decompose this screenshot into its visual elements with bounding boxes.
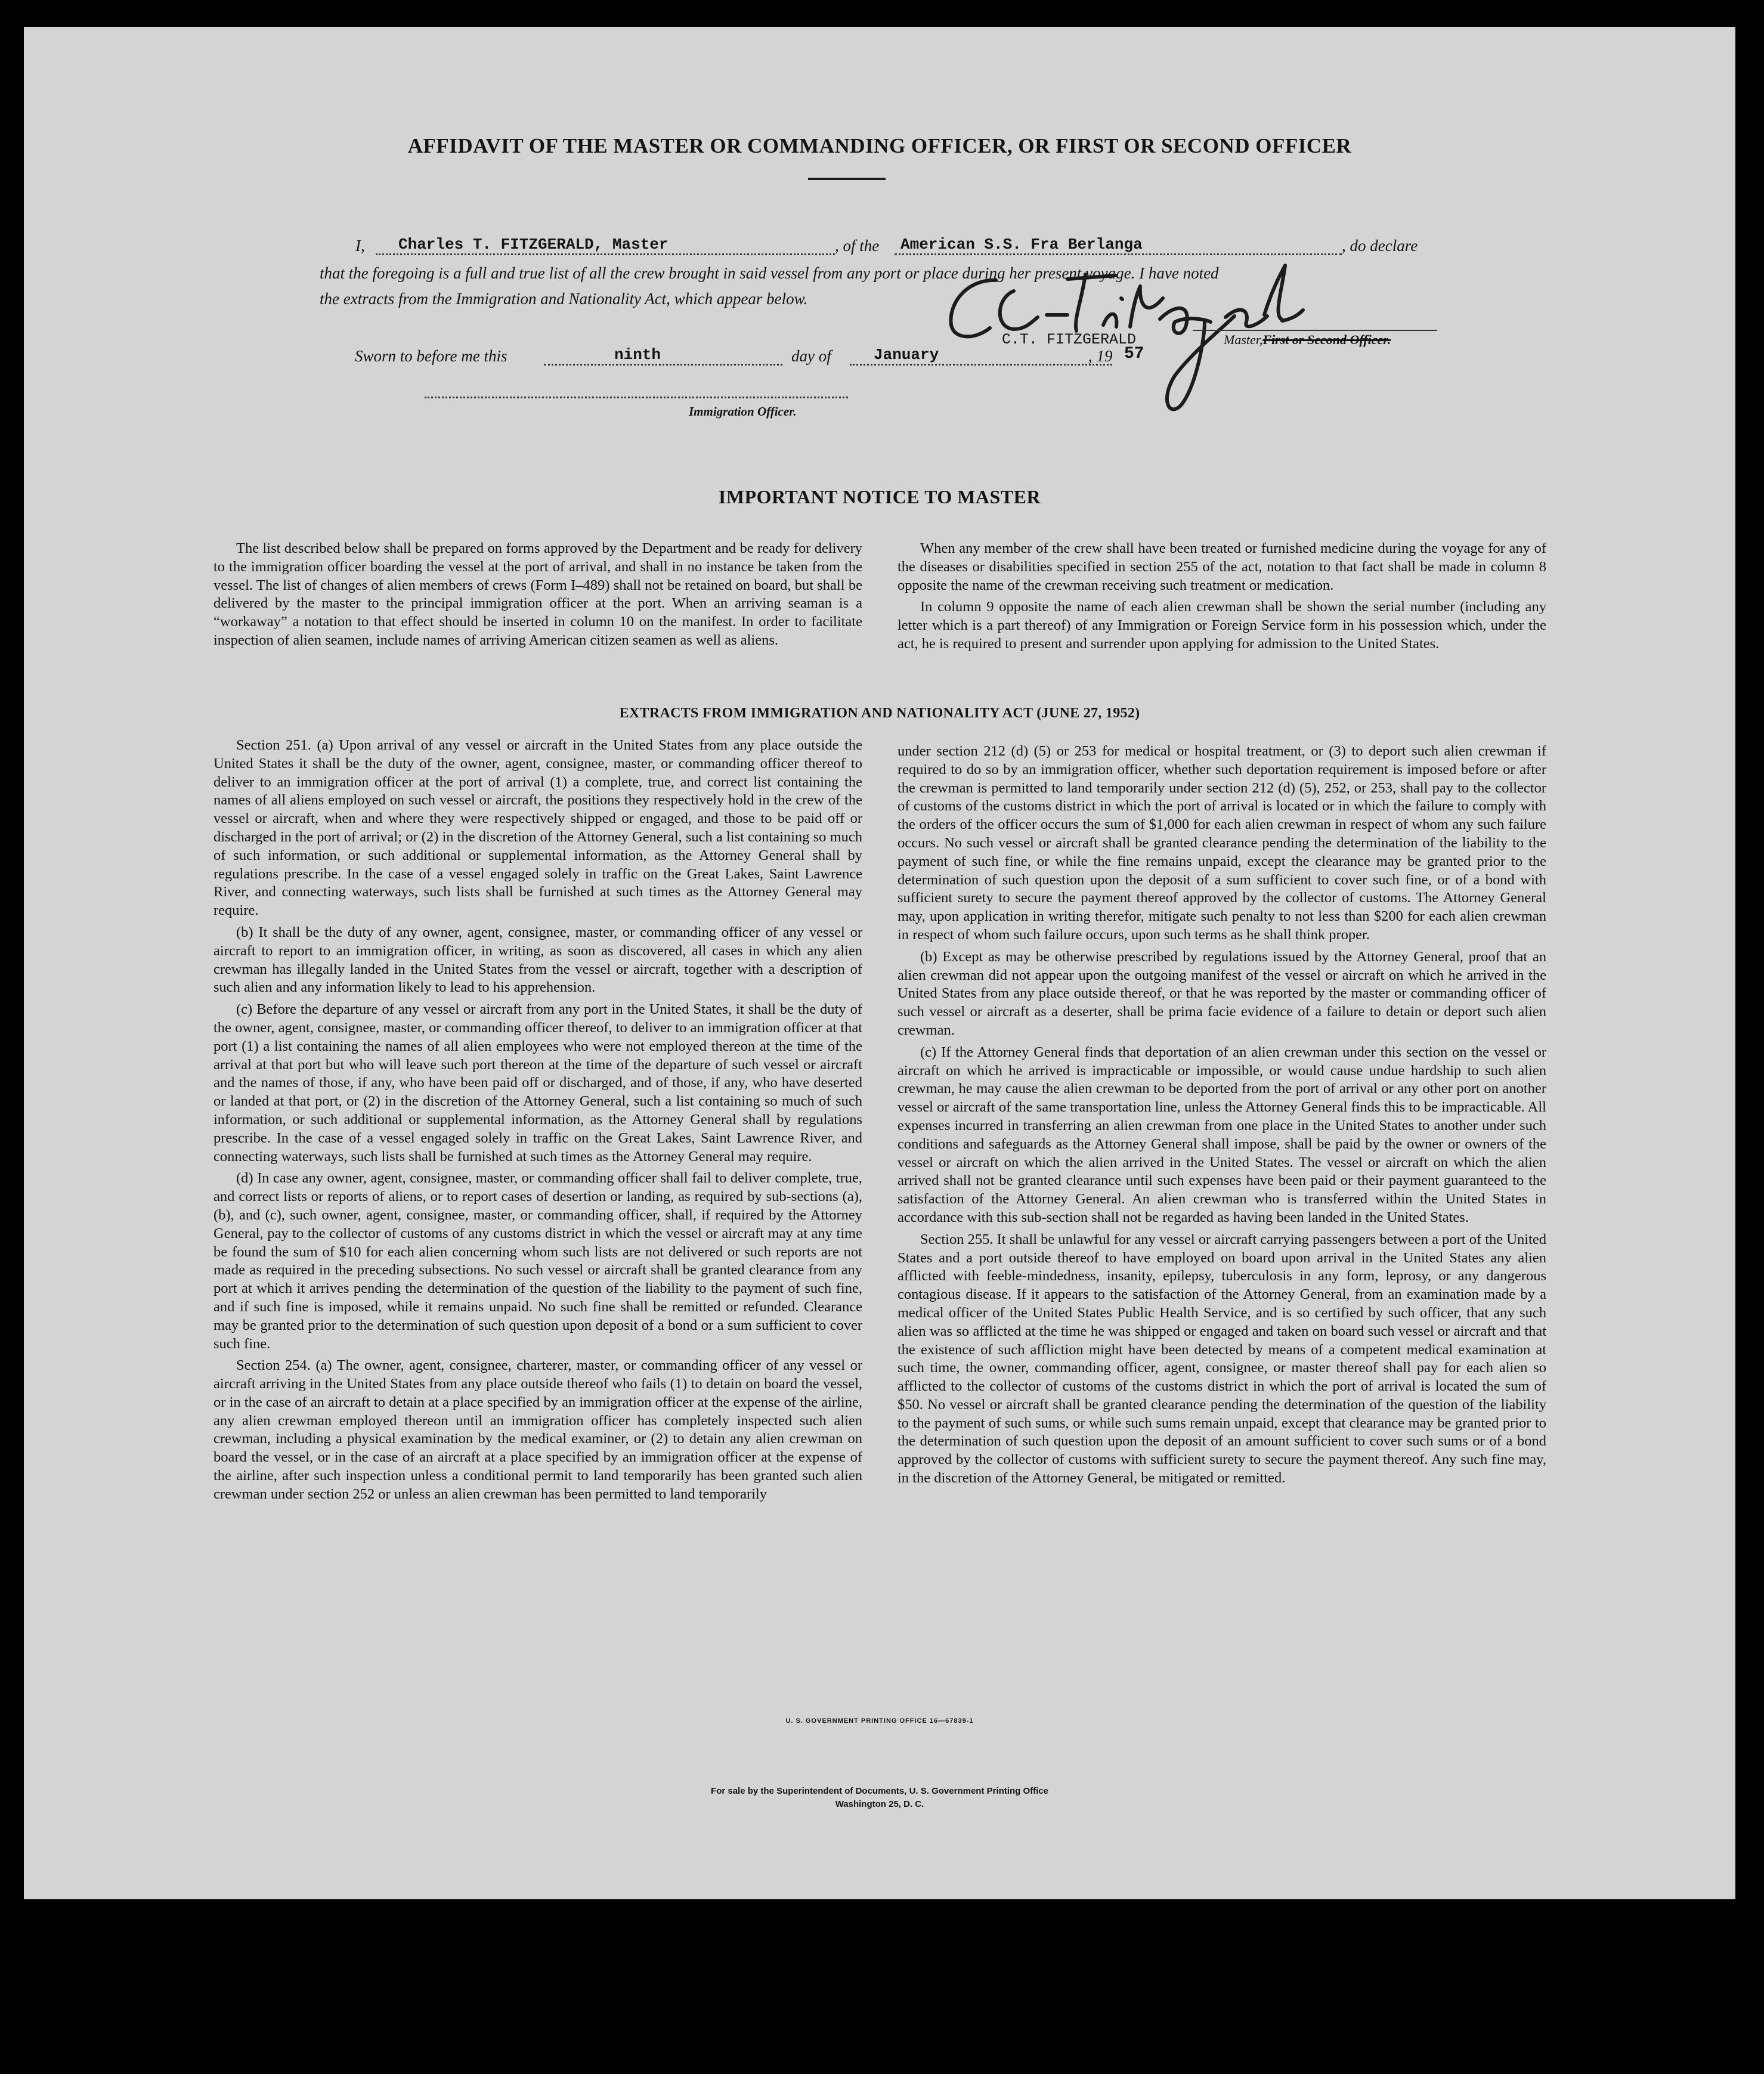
month-dotted-line xyxy=(850,364,1112,366)
immigration-officer-line xyxy=(425,397,848,398)
struck-officer-title: First or Second Officer. xyxy=(1262,332,1391,347)
year-prefix: , 19 xyxy=(1088,347,1113,365)
notice-paragraph: In column 9 opposite the name of each alien crewman shall be shown the serial number (including any letter which is a part thereof) of any Immigration or Foreign Service form in his possession which, under the act, he is required to present and surrender upon applying for admission to the United States. xyxy=(898,599,1546,652)
year-value: 57 xyxy=(1124,345,1144,363)
typed-signature: C.T. FITZGERALD xyxy=(1002,331,1137,348)
notice-right-column xyxy=(898,540,1546,657)
sworn-day-value: ninth xyxy=(614,346,661,364)
sale-notice-line-1: For sale by the Superintendent of Documents, U. S. Government Printing Office xyxy=(711,1786,1048,1796)
notice-paragraph: When any member of the crew shall have been treated or furnished medicine during the voyage for any of the diseases or disabilities specified in section 255 of the act, notation to that fact shall be made in column 8 opposite the name of the crewman receiving such treatment or medication. xyxy=(898,540,1546,593)
extracts-left-column xyxy=(213,736,862,1507)
extract-paragraph: (d) In case any owner, agent, consignee, master, or commanding officer shall fail to deliver complete, true, and correct lists or reports of aliens, or to report cases of desertion or landing, as required by sub-sections (a), (b), and (c), such owner, agent, consignee, master, or commanding officer, shall, if required by the Attorney General, pay to the collector of customs of any customs district in which the vessel or aircraft may at any time be found the sum of $10 for each alien concerning whom such lists are not delivered or such reports are not made as required in the preceding subsections. No such vessel or aircraft shall be granted clearance from any port at which it arrives pending the determination of the question of the liability to the payment of such fine, and if such fine is imposed, while it remains unpaid. No such fine shall be remitted or refunded. Clearance may be granted prior to the determination of such question upon deposit of a bond or a sum sufficient to cover such fine. xyxy=(213,1170,862,1352)
extracts-title: EXTRACTS FROM IMMIGRATION AND NATIONALITY ACT (JUNE 27, 1952) xyxy=(619,705,1140,721)
vessel-dotted-line xyxy=(895,253,1342,255)
notice-paragraph: The list described below shall be prepared on forms approved by the Department and be ready for delivery to the immigration officer boarding the vessel at the port of arrival, and shall in no instance be taken from the vessel. The list of changes of alien members of crews (Form I–489) shall not be retained on board, but shall be delivered by the master to the principal immigration officer at the port. When an arriving seaman is a “workaway” a notation to that effect should be inserted in column 10 on the manifest. In order to facilitate inspection of alien seamen, include names of arriving American citizen seamen as well as aliens. xyxy=(213,540,862,648)
day-dotted-line xyxy=(544,364,782,366)
month-value: January xyxy=(874,346,939,364)
signature-line xyxy=(1193,330,1437,331)
master-name-value: Charles T. FITZGERALD, Master xyxy=(398,236,669,253)
extract-paragraph: under section 212 (d) (5) or 253 for medical or hospital treatment, or (3) to deport such alien crewman if required to do so by an immigration officer, whether such deportation requirement is imposed before or after the crewman is permitted to land temporarily under section 212 (d) (5), 252, or 253, shall pay to the collector of customs of the customs district in which the port of arrival is located or in which the failure to comply with the orders of the officer occurs the sum of $1,000 for each alien crewman in respect of whom any such failure occurs. No such vessel or aircraft shall be granted clearance pending the determination of the liability to the payment of such fine, or while the fine remains unpaid, except the clearance may be granted prior to the determination of such question upon the deposit of a sum sufficient to cover such fine, or of a bond with sufficient surety to secure the payment thereof approved by the collector of customs. The Attorney General may, upon application in writing therefor, mitigate such penalty to not less than $200 for each alien crewman in respect of whom such failure occurs, upon such terms as he shall think proper. xyxy=(898,743,1546,943)
gpo-imprint: U. S. GOVERNMENT PRINTING OFFICE 16—67839-1 xyxy=(785,1717,974,1725)
notice-title: IMPORTANT NOTICE TO MASTER xyxy=(718,486,1041,507)
master-title-label xyxy=(1224,332,1391,348)
declaration-line-1: that the foregoing is a full and true list of all the crew brought in said vessel from any port or place during her present voyage. I have noted xyxy=(320,264,1219,282)
title-rule xyxy=(808,178,886,180)
immigration-officer-label: Immigration Officer. xyxy=(689,404,797,419)
sworn-label: Sworn to before me this xyxy=(355,347,507,365)
of-the-label: , of the xyxy=(835,237,880,255)
day-of-label: day of xyxy=(791,347,831,365)
name-dotted-line xyxy=(376,253,835,255)
extracts-right-column xyxy=(898,742,1546,1491)
document-page xyxy=(24,27,1735,1899)
extract-paragraph: (b) It shall be the duty of any owner, agent, consignee, master, or commanding officer of any vessel or aircraft to report to an immigration officer, in writing, as soon as discovered, all cases in which any alien crewman has illegally landed in the United States from the vessel or aircraft, together with a description of such alien and any information likely to lead to his apprehension. xyxy=(213,924,862,996)
extract-paragraph: Section 254. (a) The owner, agent, consignee, charterer, master, or commanding officer of any vessel or aircraft arriving in the United States from any place outside thereof who fails (1) to detain on board the vessel, or in the case of an aircraft to detain at a place specified by an immigration officer at the expense of the airline, any alien crewman employed thereon until an immigration officer has completely inspected such alien crewman, including a physical examination by the medical examiner, or (2) to detain any alien crewman on board the vessel, or in the case of an aircraft at a place specified by an immigration officer at the expense of the airline, after such inspection unless a conditional permit to land temporarily has been granted such alien crewman under section 252 or unless an alien crewman has been permitted to land temporarily xyxy=(213,1357,862,1502)
extract-paragraph: (c) Before the departure of any vessel or aircraft from any port in the United States, it shall be the duty of the owner, agent, consignee, master, or commanding officer thereof, to deliver to an immigration officer at that port (1) a list containing the names of all alien employees who were not employed thereon at the time of the arrival at that port but who will leave such port thereon at the time of the departure of such vessel or aircraft and the names of those, if any, who have been paid off or discharged, and of those, if any, who have deserted or landed at that port, or (2) in the discretion of the Attorney General, such a list containing so much of such information, or such additional or supplemental information, as the Attorney General shall by regulations prescribe. In the case of a vessel engaged solely in traffic on the Great Lakes, Saint Lawrence River, and connecting waterways, such lists shall be furnished at such times as the Attorney General may require. xyxy=(213,1001,862,1165)
do-declare-label: , do declare xyxy=(1342,237,1418,255)
i-label: I, xyxy=(355,237,365,255)
notice-left-column xyxy=(213,540,862,654)
vessel-name-value: American S.S. Fra Berlanga xyxy=(900,236,1143,253)
sale-notice-line-2: Washington 25, D. C. xyxy=(835,1799,924,1809)
extract-paragraph: (b) Except as may be otherwise prescribed by regulations issued by the Attorney General, proof that an alien crewman did not appear upon the outgoing manifest of the vessel or aircraft on which he arrived in the United States from any place outside thereof, or that he was reported by the master or commanding officer of such vessel or aircraft as a deserter, shall be prima facie evidence of a failure to detain or deport such alien crewman. xyxy=(898,948,1546,1038)
master-title-prefix: Master, xyxy=(1224,332,1263,347)
extract-paragraph: (c) If the Attorney General finds that deportation of an alien crewman under this section on the vessel or aircraft on which he arrived is impracticable or impossible, or would cause undue hardship to such alien crewman, he may cause the alien crewman to be deported from the port of arrival or any other port on another vessel or aircraft of the same transportation line, unless the Attorney General finds this to be impracticable. All expenses incurred in transferring an alien crewman from one place in the United States to another under such conditions and safeguards as the Attorney General shall impose, shall be paid by the owner or owners of the vessel or aircraft on which the alien arrived in the United States. The vessel or aircraft on which the alien arrived shall not be granted clearance until such expenses have been paid or their payment guaranteed to the satisfaction of the Attorney General. An alien crewman who is transferred within the United States in accordance with this sub-section shall not be regarded as having been landed in the United States. xyxy=(898,1044,1546,1225)
extract-paragraph: Section 251. (a) Upon arrival of any vessel or aircraft in the United States from any place outside the United States it shall be the duty of the owner, agent, consignee, master, or commanding officer thereof to deliver to an immigration officer at the port of arrival (1) a complete, true, and correct list containing the names of all aliens employed on such vessel or aircraft, the positions they respectively hold in the crew of the vessel or aircraft, when and where they were respectively shipped or engaged, and those to be paid off or discharged in the port of arrival; or (2) in the discretion of the Attorney General, such a list containing so much of such information, or such additional or supplemental information, as the Attorney General shall by regulations prescribe. In the case of a vessel engaged solely in traffic on the Great Lakes, Saint Lawrence River, and connecting waterways, such lists shall be furnished at such times as the Attorney General may require. xyxy=(213,737,862,919)
declaration-line-2: the extracts from the Immigration and Nationality Act, which appear below. xyxy=(320,290,808,308)
extract-paragraph: Section 255. It shall be unlawful for any vessel or aircraft carrying passengers between a port of the United States and a port outside thereof to have employed on board upon arrival in the United States any alien afflicted with feeble-mindedness, insanity, epilepsy, tuberculosis in any form, leprosy, or any dangerous contagious disease. If it appears to the satisfaction of the Attorney General, from an examination made by a medical officer of the United States Public Health Service, and is so certified by such officer, that any such alien was so afflicted at the time he was shipped or engaged and taken on board such vessel or aircraft and that the existence of such affliction might have been detected by means of a competent medical examination at such time, the owner, commanding officer, agent, consignee, or master thereof shall pay for each alien so afflicted to the collector of customs of the customs district in which the port of arrival is located the sum of $50. No vessel or aircraft shall be granted clearance pending the determination of the question of the liability to the payment of such sums, or while such sums remain unpaid, except that clearance may be granted prior to the determination of such question upon the deposit of an amount sufficient to cover such sums or of a bond approved by the collector of customs with sufficient surety to secure the payment thereof. Any such fine may, in the discretion of the Attorney General, be mitigated or remitted. xyxy=(898,1231,1546,1487)
affidavit-title: AFFIDAVIT OF THE MASTER OR COMMANDING OFFICER, OR FIRST OR SECOND OFFICER xyxy=(407,134,1352,157)
